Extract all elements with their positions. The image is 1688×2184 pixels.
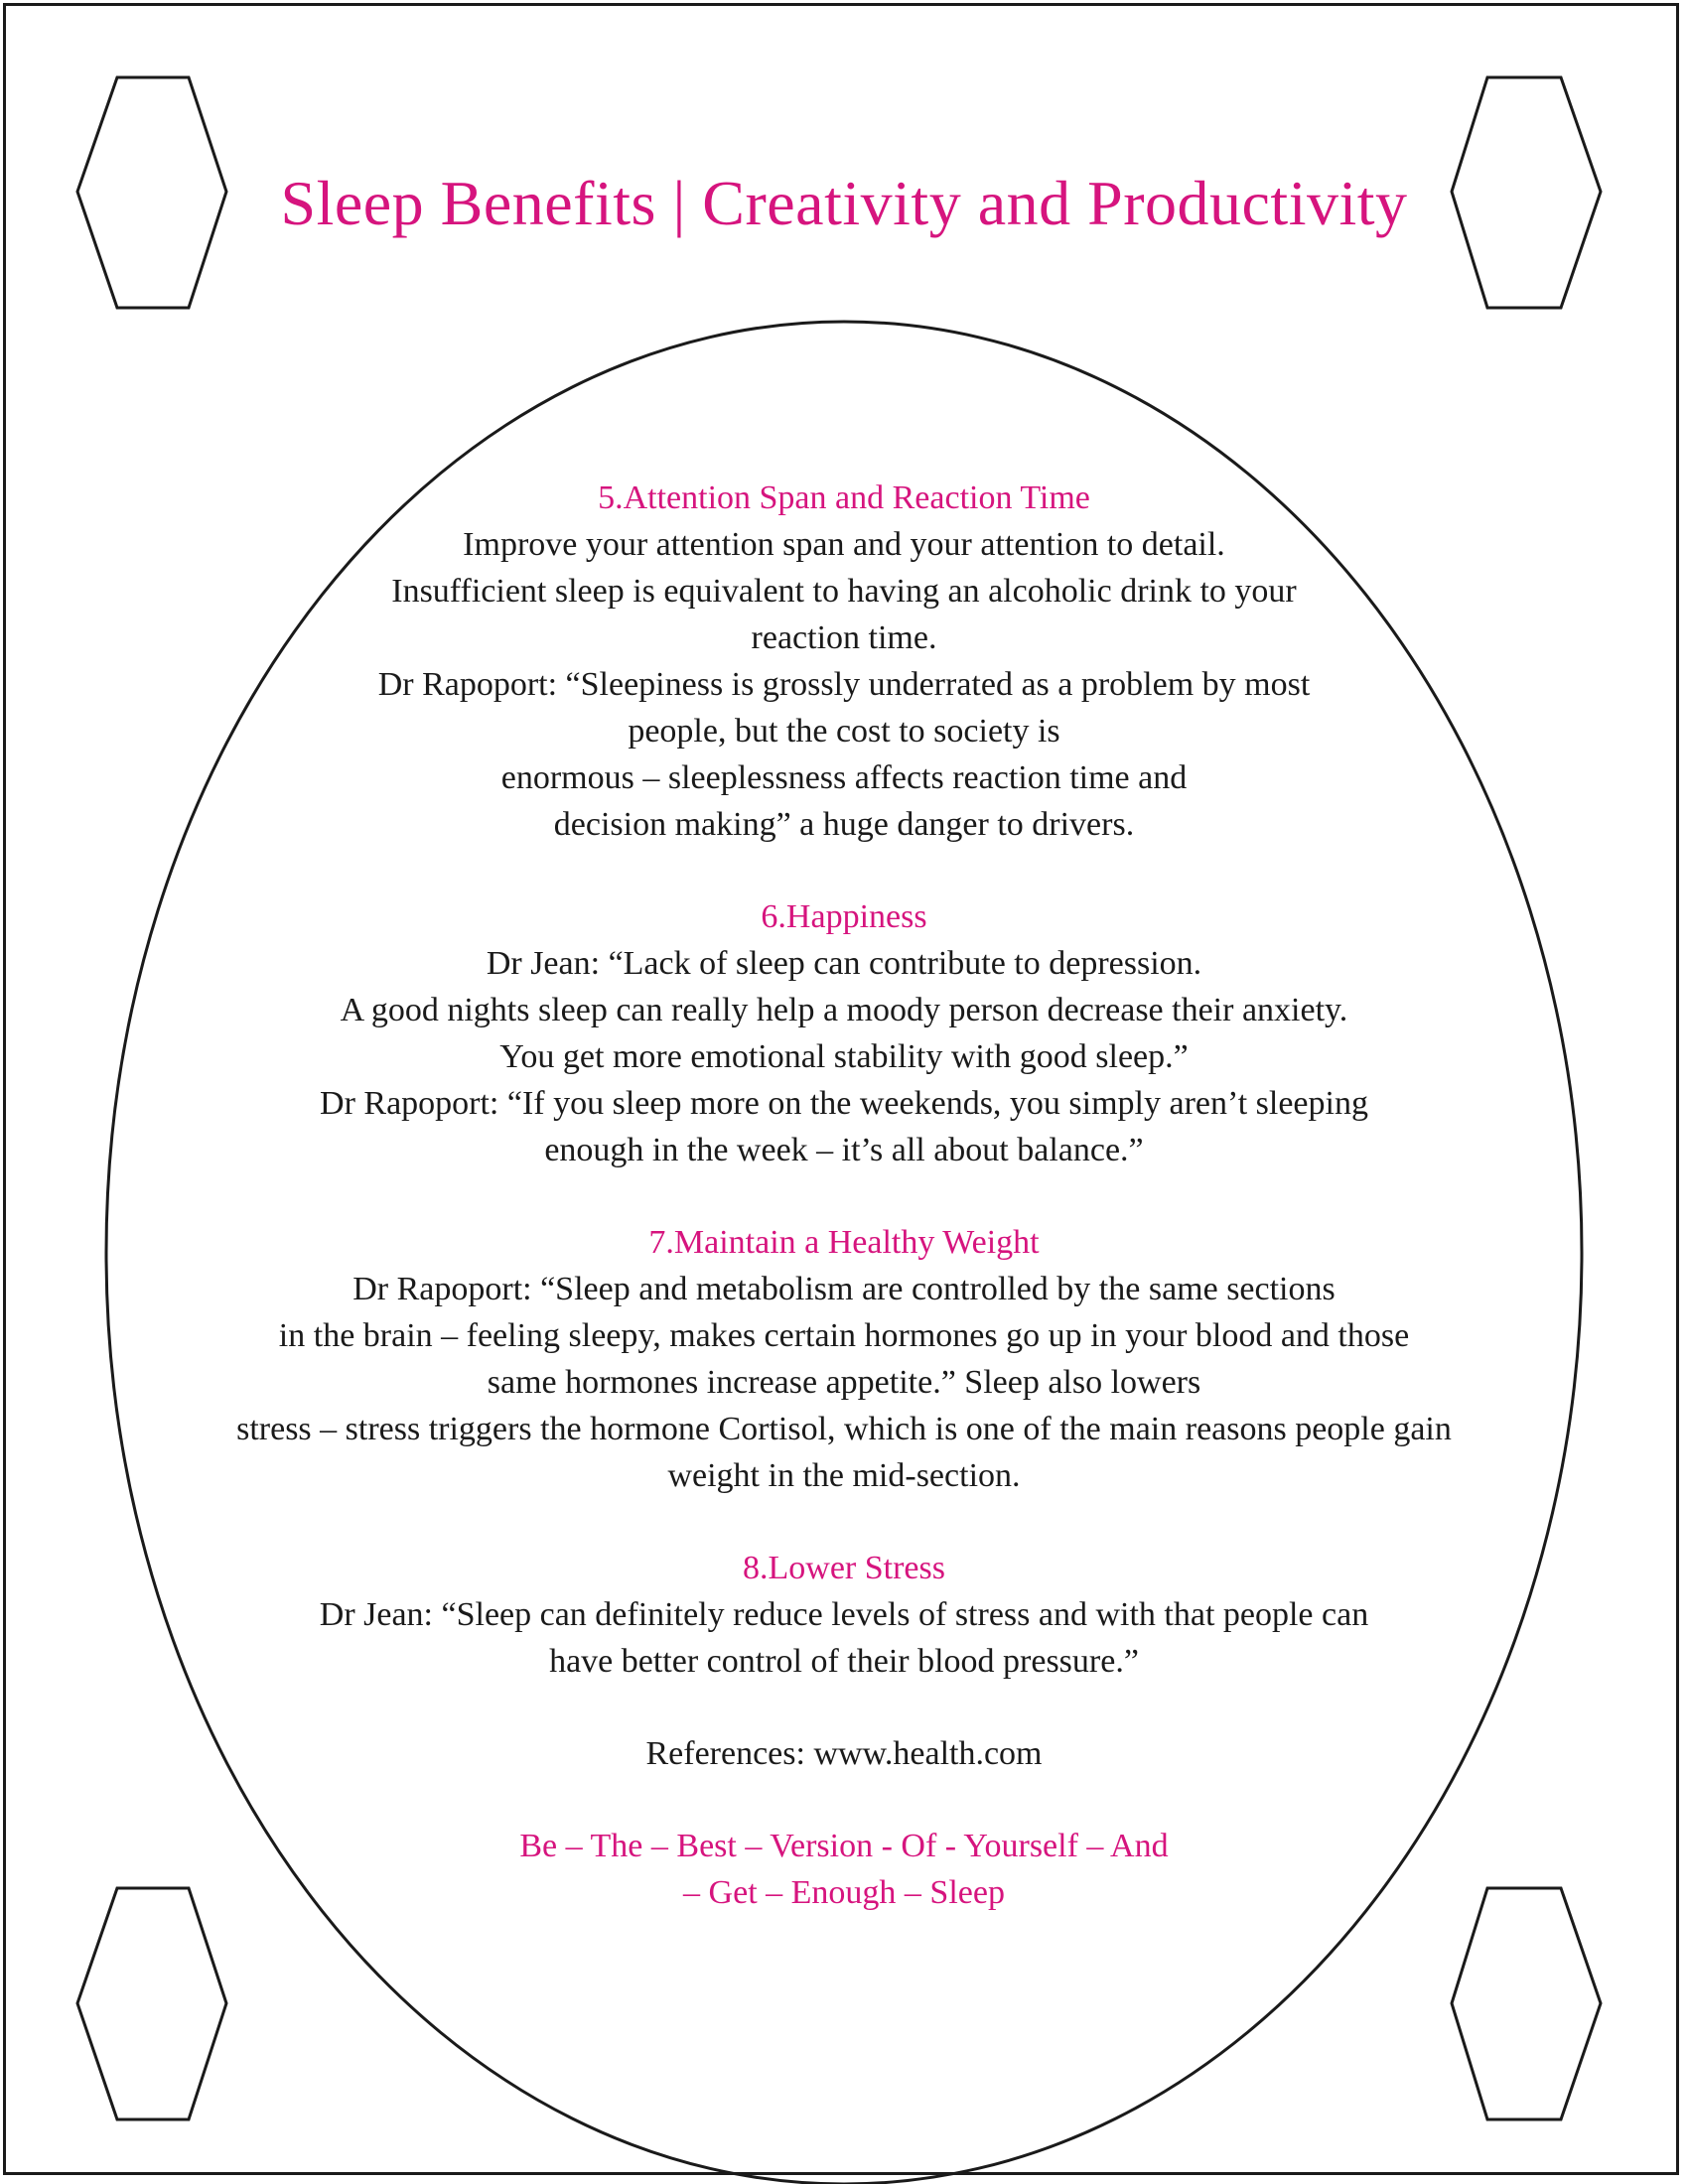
- motto: [139, 1823, 1549, 1916]
- section-heading: 5.Attention Span and Reaction Time: [598, 479, 1090, 516]
- section-line: Improve your attention span and your attention to detail.: [463, 526, 1225, 563]
- section-line: Dr Jean: “Sleep can definitely reduce levels of stress and with that people can: [319, 1596, 1369, 1633]
- section-line: Insufficient sleep is equivalent to having an alcoholic drink to your: [391, 573, 1297, 610]
- section-line: Dr Rapoport: “Sleepiness is grossly underrated as a problem by most: [377, 666, 1311, 703]
- motto-line: Be – The – Best – Version - Of - Yourself – And: [519, 1828, 1169, 1864]
- section-line: weight in the mid-section.: [667, 1457, 1021, 1494]
- section-line: in the brain – feeling sleepy, makes certain hormones go up in your blood and those: [278, 1317, 1410, 1354]
- section-heading: 8.Lower Stress: [743, 1550, 945, 1586]
- section-lower-stress: [139, 1545, 1549, 1685]
- hexagon-bottom-right: [1452, 1888, 1601, 2119]
- section-line: Dr Rapoport: “Sleep and metabolism are controlled by the same sections: [352, 1271, 1336, 1307]
- section-line: enormous – sleeplessness affects reaction time and: [500, 759, 1188, 796]
- section-line: enough in the week – it’s all about balance.”: [544, 1132, 1144, 1168]
- section-line: have better control of their blood pressure.”: [549, 1643, 1139, 1680]
- motto-line: – Get – Enough – Sleep: [683, 1874, 1005, 1911]
- section-line: decision making” a huge danger to drivers.: [553, 806, 1135, 843]
- references: References: www.health.com: [645, 1735, 1043, 1772]
- section-healthy-weight: [139, 1219, 1549, 1499]
- section-heading: 6.Happiness: [761, 898, 927, 935]
- section-line: reaction time.: [751, 619, 937, 656]
- hexagon-bottom-left: [77, 1888, 226, 2119]
- section-happiness: [139, 893, 1549, 1173]
- section-heading: 7.Maintain a Healthy Weight: [648, 1224, 1040, 1261]
- section-attention-span: [139, 475, 1549, 848]
- section-line: You get more emotional stability with good sleep.”: [499, 1038, 1189, 1075]
- section-line: A good nights sleep can really help a moody person decrease their anxiety.: [340, 992, 1348, 1028]
- section-line: Dr Rapoport: “If you sleep more on the weekends, you simply aren’t sleeping: [320, 1085, 1368, 1122]
- content-body: [139, 475, 1549, 1916]
- section-line: stress – stress triggers the hormone Cortisol, which is one of the main reasons people gain: [236, 1411, 1452, 1447]
- section-line: people, but the cost to society is: [628, 713, 1060, 750]
- page-title: Sleep Benefits | Creativity and Productivity: [280, 168, 1408, 238]
- section-line: same hormones increase appetite.” Sleep also lowers: [487, 1364, 1201, 1401]
- section-line: Dr Jean: “Lack of sleep can contribute to depression.: [486, 945, 1202, 982]
